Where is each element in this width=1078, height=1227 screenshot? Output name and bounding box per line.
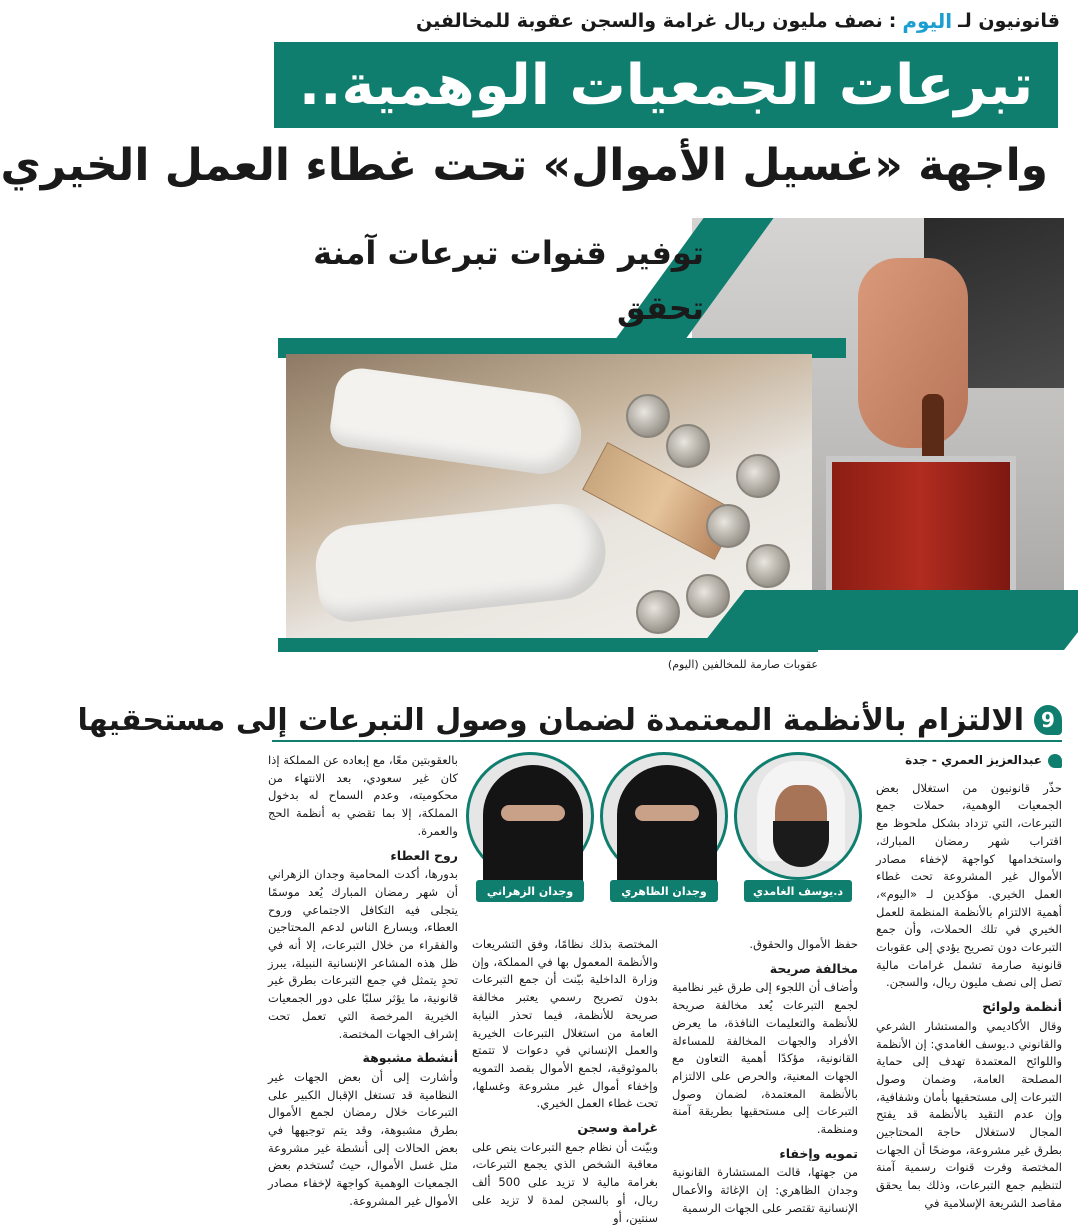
glove-shape-upper [328, 365, 587, 479]
paragraph: وبيّنت أن نظام جمع التبرعات ينص على معاقبة الشخص الذي يجمع التبرعات، بغرامة مالية لا تزيد على 500 ألف ريال، أو بالسجن لمدة لا تزيد على سنتين، أو [472, 1139, 658, 1225]
brand-name: اليوم [902, 9, 953, 33]
article-column-1 [876, 752, 1062, 1210]
coin-shape [636, 590, 680, 634]
portrait-wejdan-aldhahiri [600, 752, 728, 902]
paragraph: وأضاف أن اللجوء إلى طرق غير نظامية لجمع التبرعات يُعد مخالفة صريحة للأنظمة والتعليمات النافذة، ما يعرض الأفراد والجهات المخالفة للمساءلة القانونية، مؤكدًا أهمية التعاون مع الجهات المعنية، والحرص على الالتزام بالأنظمة المعتمدة، لضمان وصول التبرعات إلى مستحقيها بطريقة آمنة ومنظمة. [672, 980, 858, 1137]
subheading: روح العطاء [390, 847, 458, 863]
coin-shape [666, 424, 710, 468]
portrait-photo [734, 752, 862, 880]
hand-shape [858, 258, 968, 448]
portrait-wejdan-alzahrani [466, 752, 594, 902]
kicker-line [268, 6, 1060, 36]
coin-shape [746, 544, 790, 588]
briefcase-shape [826, 456, 1016, 608]
paragraph: بدورها، أكدت المحامية وجدان الزهراني أن شهر رمضان المبارك يُعد موسمًا يتجلى فيه التكافل الاجتماعي وروح العطاء، ويسارع الناس لدعم المحتاجين والفقراء من خلال التبرعات، إلا أنه في ظل هذه المشاعر الإنسانية النبيلة، يبرز تحدٍ يتمثل في جمع التبرعات بطرق غير قانونية، ما يؤثر سلبًا على دور الجمعيات الخيرية المرخصة التي تعمل تحت إشراف الجهات المختصة. [268, 867, 458, 1041]
coin-shape [626, 394, 670, 438]
coin-shape [706, 504, 750, 548]
section-heading-bar [77, 700, 1062, 742]
portrait-photo [600, 752, 728, 880]
portrait-photo [466, 752, 594, 880]
glove-shape-lower [312, 499, 610, 625]
eyes-shape [501, 805, 565, 821]
subheadline: واجهة «غسيل الأموال» تحت غطاء العمل الخيري [0, 140, 1048, 191]
paragraph: وقال الأكاديمي والمستشار الشرعي والقانوني د.يوسف الغامدي: إن الأنظمة واللوائح المعتمدة تهدف إلى حماية المصلحة العامة، وضمان وصول التبرعات إلى مستحقيها بأمان وشفافية، وإن عدم التقيد بالأنظمة قد يفتح المجال لاستغلال حاجة المحتاجين بطرق غير مشروعة، موضحًا أن الجهات المختصة وفرت قنوات رسمية آمنة لتنظيم جمع التبرعات، وذلك بما يحقق مقاصد الشريعة الإسلامية في [876, 1018, 1062, 1210]
kicker-separator: : [888, 10, 897, 32]
gloves-money-photo [286, 354, 812, 641]
paragraph: وأشارت إلى أن بعض الجهات غير النظامية قد تستغل الإقبال الكبير على التبرعات خلال رمضان لجمع الأموال بطرق مشبوهة، وقد يتم توجيهها في بعض الحالات إلى أنشطة غير مشروعة مثل غسل الأموال، حيث تُستخدم بعض الجمعيات الوهمية كواجهة لإخفاء مصادر الأموال غير المشروعة. [268, 1069, 458, 1208]
quote-mark-icon: 9 [1034, 705, 1062, 735]
niqab-shape [617, 765, 717, 885]
subheading: تمويه وإخفاء [779, 1145, 858, 1161]
portrait-label: وجدان الظاهري [610, 880, 718, 902]
paragraph: حفظ الأموال والحقوق. [749, 937, 858, 951]
subheading: أنظمة ولوائح [982, 999, 1062, 1015]
portraits-row [466, 752, 862, 922]
kicker-prefix: قانونيون لـ [958, 10, 1060, 32]
paragraph: المختصة بذلك نظامًا، وفق التشريعات والأنظمة المعمول بها في المملكة، وإن وزارة الداخلية بيّنت أن جمع التبرعات بدون تصريح رسمي يعتبر مخالفة صريحة للأنظمة، فيما تحذر النيابة العامة من استغلال التبرعات الخيرية والعمل الإنساني في دعوات لا تتمتع بالموثوقية، لجمع الأموال بقصد التمويه وإخفاء أموال غير مشروعة وغسلها، تحت غطاء العمل الخيري. [472, 937, 658, 1111]
section-heading: الالتزام بالأنظمة المعتمدة لضمان وصول التبرعات إلى مستحقيها [77, 702, 1024, 738]
article-column-4 [268, 752, 458, 1208]
hero-photo-collage [268, 218, 1064, 683]
niqab-shape [483, 765, 583, 885]
byline [876, 752, 1062, 770]
subheading: مخالفة صريحة [769, 960, 858, 976]
paragraph: من جهتها، قالت المستشارة القانونية وجدان الظاهري: إن الإغاثة والأعمال الإنسانية تقتصر على الجهات الرسمية [672, 1165, 858, 1215]
byline-mark-icon [1048, 754, 1062, 768]
paragraph: بالعقوبتين معًا، مع إبعاده عن المملكة إذا كان غير سعودي، بعد الانتهاء من محكوميته، وعدم السماح له بدخول المملكة، إلا بما تقضي به أنظمة الحج والعمرة. [268, 753, 458, 838]
headline-banner [274, 42, 1058, 128]
article-column-3 [472, 936, 658, 1225]
kicker-text: نصف مليون ريال غرامة والسجن عقوبة للمخالفين [415, 10, 883, 32]
subheading: غرامة وسجن [577, 1120, 658, 1136]
paragraph: حذّر قانونيون من استغلال بعض الجمعيات الوهمية، حملات جمع التبرعات، التي تزداد بشكل ملحوظ مع اقتراب شهر رمضان المبارك، واستخدامها كواجهة لإخفاء مصادر الأموال غير المشروعة تحت غطاء العمل الخيري. مؤكدين لـ «اليوم»، أهمية الالتزام بالأنظمة المنظمة للعمل الخيري في تلك الحملات، وأن جمع التبرعات دون تصريح يؤدي إلى عقوبات قانونية صارمة تشمل غرامات مالية تصل إلى نصف مليون ريال، والسجن. [876, 780, 1062, 990]
headline-title: تبرعات الجمعيات الوهمية.. [298, 52, 1034, 118]
deck-line-1: توفير قنوات تبرعات آمنة تحقق [313, 234, 704, 327]
portrait-label: وجدان الزهراني [476, 880, 584, 902]
coin-shape [686, 574, 730, 618]
coin-shape [736, 454, 780, 498]
article-column-2 [672, 936, 858, 1215]
teal-diagonal-band-bottom [698, 590, 1078, 650]
eyes-shape [635, 805, 699, 821]
photo-caption: عقوبات صارمة للمخالفين (اليوم) [667, 658, 818, 671]
portrait-yousef-alghamdi [734, 752, 862, 902]
portrait-label: د.يوسف الغامدي [744, 880, 852, 902]
byline-text: عبدالعزيز العمري - جدة [905, 753, 1042, 767]
subheading: أنشطة مشبوهة [362, 1050, 458, 1066]
article-body [264, 752, 1062, 1225]
